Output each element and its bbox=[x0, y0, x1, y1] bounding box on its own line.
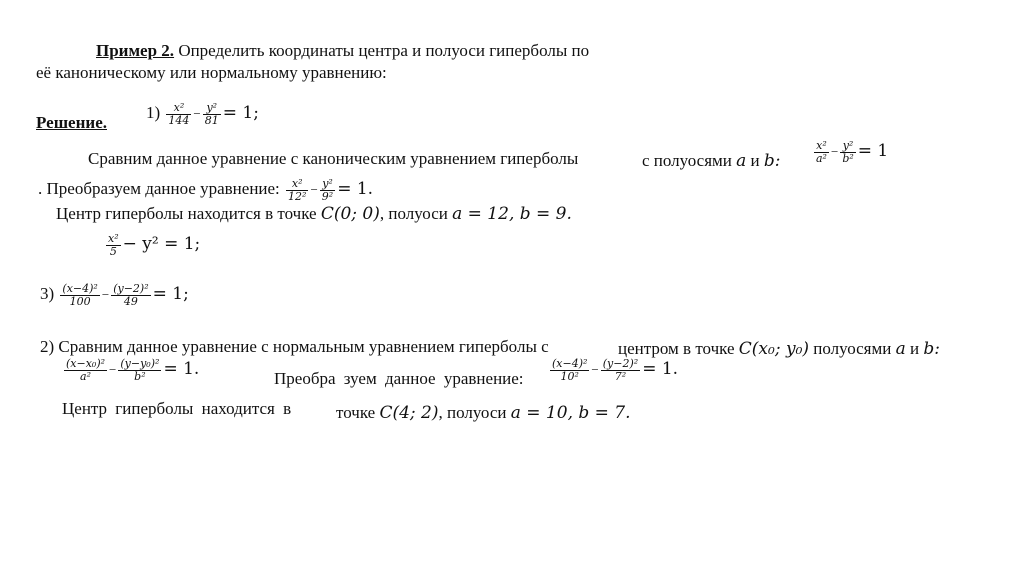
transform-line-1: . Преобразуем данное уравнение: $\frac{\text{x²}}{\text{12²}}$ − $\frac{\text{y²}}{\text{9²}}$ = 1. bbox=[38, 177, 374, 203]
equation-2: $\frac{\text{x²}}{5}$ − y² = 1; bbox=[108, 232, 201, 258]
semi-axes-text: с полуосями a и b: bbox=[642, 151, 781, 171]
task-text-1: Определить координаты центра и полуоси гиперболы по bbox=[178, 41, 590, 60]
solution-label: Решение. bbox=[36, 113, 107, 132]
canonical-equation: $\frac{\text{x²}}{\text{a²}}$ − $\frac{\text{y²}}{\text{b²}}$ = 1 bbox=[816, 139, 889, 165]
equation-3: 3) $\frac{\text{(x−4)²}}{100}$ − $\frac{\text{(y−2)²}}{49}$ = 1; bbox=[40, 282, 189, 308]
transform-text-2: Преобра зуем данное уравнение: bbox=[274, 369, 524, 388]
equation-1: 1) $\frac{\text{x²}}{144}$ − $\frac{\text{y²}}{81}$ = 1; bbox=[146, 101, 259, 127]
fraction: $\frac{\text{x²}}{144}$ bbox=[168, 101, 190, 127]
example-label: Пример 2. bbox=[96, 41, 175, 60]
canonical-text: Сравним данное уравнение с каноническим уравнением гиперболы bbox=[88, 149, 579, 168]
fraction: $\frac{\text{y²}}{81}$ bbox=[204, 101, 219, 127]
task-line-1 bbox=[96, 42, 589, 59]
normal-center-text: центром в точке C(x₀; y₀) полуосями a и b: bbox=[618, 339, 940, 359]
center-line-2a: Центр гиперболы находится в bbox=[62, 399, 292, 418]
transform-equation-2: $\frac{\text{(x−4)²}}{\text{10²}}$ − $\frac{\text{(y−2)²}}{\text{7²}}$ = 1. bbox=[552, 357, 679, 383]
center-line-1: Центр гиперболы находится в точке C(0; 0), полуоси a = 12, b = 9. bbox=[56, 204, 572, 224]
normal-text: 2) Сравним данное уравнение с нормальным уравнением гиперболы с bbox=[40, 337, 549, 356]
task-line-2: её каноническому или нормальному уравнению: bbox=[36, 63, 387, 82]
normal-equation: $\frac{\text{(x−x₀)²}}{\text{a²}}$ − $\frac{\text{(y−y₀)²}}{\text{b²}}$ = 1. bbox=[66, 357, 200, 383]
center-line-2b: точке C(4; 2), полуоси a = 10, b = 7. bbox=[336, 403, 631, 423]
